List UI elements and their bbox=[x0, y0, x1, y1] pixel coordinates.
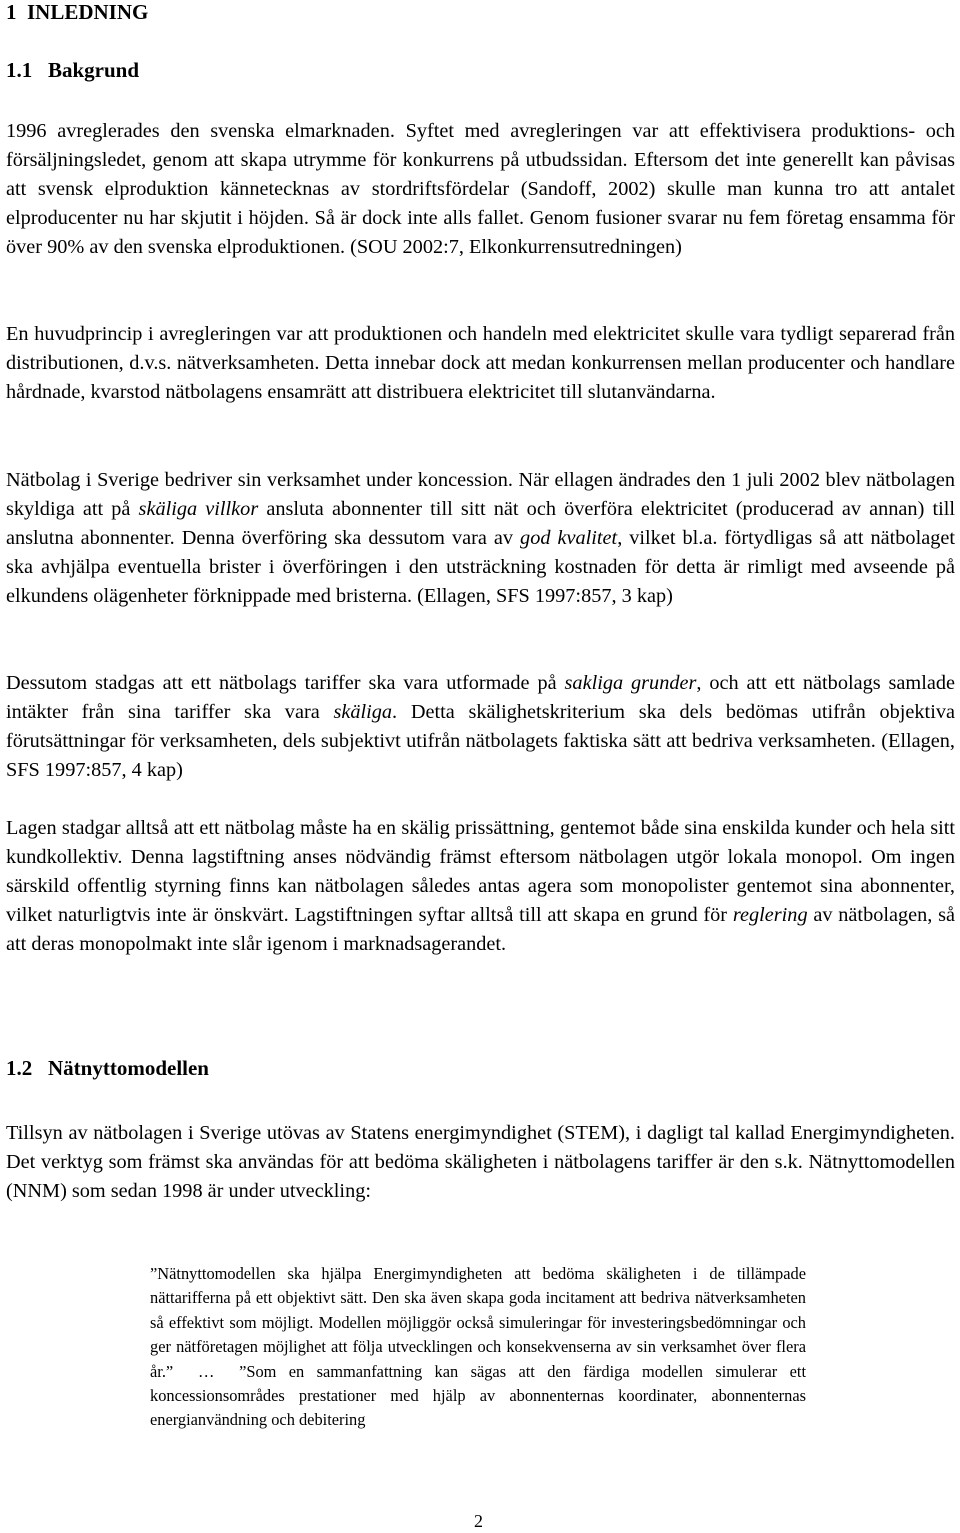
emphasis-text: skäliga bbox=[333, 701, 393, 723]
paragraph-bakgrund-1: 1996 avreglerades den svenska elmarknaden. Syftet med avregleringen var att effektivisera produktions- och försäljningsledet, genom att skapa utrymme för konkurrens på utbudssidan. Eftersom det inte generellt kan påvisas att svensk elproduktion kännetecknas av stordriftsfördelar (Sandoff, 2002) skulle man kunna tro att antalet elproducenter nu har skjutit i höjden. Så är dock inte alls fallet. Genom fusioner svarar nu fem företag ensamma för över 90% av den svenska elproduktionen. (SOU 2002:7, Elkonkurrensutredningen) bbox=[6, 120, 956, 258]
emphasis-text: reglering bbox=[732, 904, 808, 926]
paragraph-bakgrund-4: Dessutom stadgas att ett nätbolags tariffer ska vara utformade på sakliga grunder, och att ett nätbolags samlade intäkter från sina tariffer ska vara skäliga. Detta skälighetskriterium ska dels bedömas utifrån objektiva förutsättningar för verksamheten, dels subjektivt utifrån nätbolagets faktiska sätt att bedriva verksamheten. (Ellagen, SFS 1997:857, 4 kap) bbox=[6, 672, 955, 781]
section-heading-1-2 bbox=[6, 1054, 209, 1082]
section-heading-1-1 bbox=[6, 56, 139, 84]
paragraph-natnytto-1: Tillsyn av nätbolagen i Sverige utövas av Statens energimyndighet (STEM), i dagligt tal kallad Energimyndigheten. Det verktyg som främst ska användas för att bedöma skäligheten i nätbolagens tariffer är den s.k. Nätnyttomodellen (NNM) som sedan 1998 är under utveckling: bbox=[6, 1122, 955, 1202]
paragraph-bakgrund-2: En huvudprincip i avregleringen var att produktionen och handeln med elektricitet skulle vara tydligt separerad från distributionen, d.v.s. nätverksamheten. Detta innebar dock att medan konkurrensen mellan producenter och handlare hårdnade, kvarstod nätbolagens ensamrätt att distribuera elektricitet till slutanvändarna. bbox=[6, 323, 956, 403]
block-quote: ”Nätnyttomodellen ska hjälpa Energimyndigheten att bedöma skäligheten i de tillämpade nättarifferna på ett objektivt sätt. Den ska även skapa goda incitament att bedriva nätverksamheten så effektivt som möjligt. Modellen möjliggör också simuleringar för investeringsbedömningar och ger nätföretagen möjlighet att följa utvecklingen och konsekvenserna av sin verksamhet över flera år.” … ”Som en sammanfattning kan sägas att den färdiga modellen simulerar ett koncessionsområdes prestationer med hjälp av abonnenternas koordinater, abonnenternas energianvändning och debitering bbox=[150, 1264, 806, 1430]
section-number: 1.2 bbox=[6, 1056, 33, 1080]
emphasis-text: skäliga villkor bbox=[138, 498, 259, 520]
section-title: Bakgrund bbox=[48, 58, 140, 82]
paragraph-bakgrund-5: Lagen stadgar alltså att ett nätbolag måste ha en skälig prissättning, gentemot både sina enskilda kunder och hela sitt kundkollektiv. Denna lagstiftning anses nödvändig främst eftersom nätbolagen utgör lokala monopol. Om ingen särskild offentlig styrning finns kan nätbolagen således antas agera som monopolister gentemot sina abonnenter, vilket naturligtvis inte är önskvärt. Lagstiftningen syftar alltså till att skapa en grund för reglering av nätbolagen, så att deras monopolmakt inte slår igenom i marknadsagerandet. bbox=[6, 817, 956, 955]
emphasis-text: god kvalitet bbox=[520, 527, 618, 549]
chapter-title: INLEDNING bbox=[27, 0, 149, 24]
chapter-number: 1 bbox=[6, 0, 17, 24]
emphasis-text: sakliga grunder bbox=[564, 672, 697, 694]
chapter-heading bbox=[6, 0, 148, 26]
section-number: 1.1 bbox=[6, 58, 33, 82]
paragraph-bakgrund-3: Nätbolag i Sverige bedriver sin verksamhet under koncession. När ellagen ändrades den 1 juli 2002 blev nätbolagen skyldiga att på skäliga villkor ansluta abonnenter till sitt nät och överföra elektricitet (producerad av annan) till anslutna abonnenter. Denna överföring ska dessutom vara av god kvalitet, vilket bl.a. förtydligas så att nätbolaget ska avhjälpa eventuella brister i överföringen i den utsträckning kostnaden för detta är rimligt med avseende på elkundens olägenheter förknippade med bristerna. (Ellagen, SFS 1997:857, 3 kap) bbox=[6, 469, 955, 607]
section-title: Nätnyttomodellen bbox=[48, 1056, 209, 1080]
page-number: 2 bbox=[474, 1511, 483, 1531]
